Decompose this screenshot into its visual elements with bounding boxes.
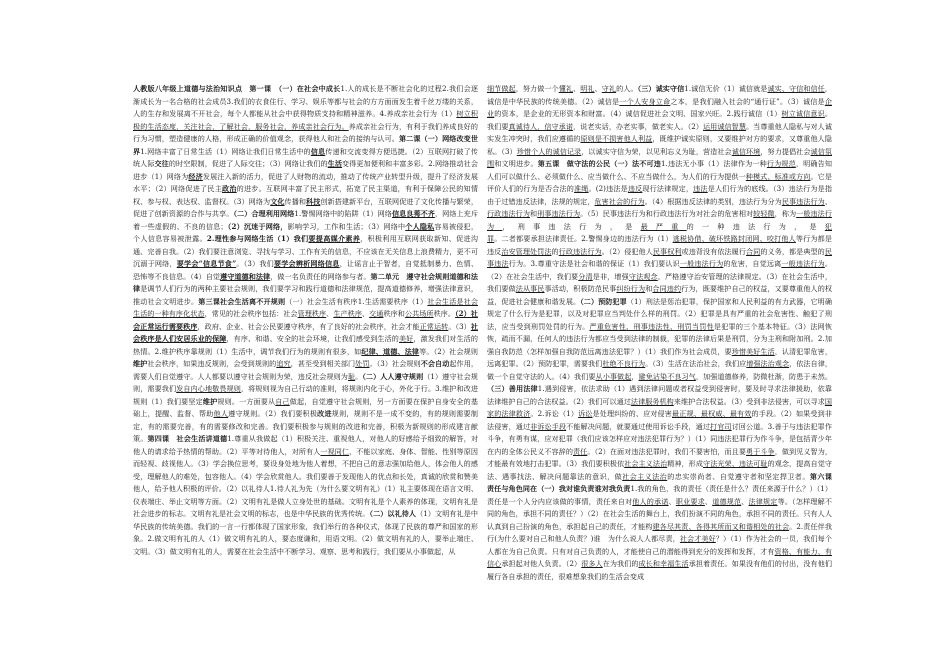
text-segment: 公共场所 bbox=[404, 309, 434, 318]
text-segment: 是处理纠纷的、应对侵害 bbox=[592, 409, 673, 418]
text-segment: 准绳 bbox=[574, 184, 589, 193]
text-segment: 诉讼 bbox=[578, 409, 593, 418]
text-segment: 的义务，都是典型的 bbox=[760, 246, 825, 256]
text-segment: 纪律、道德、法律 bbox=[361, 346, 420, 356]
text-segment: 社会生活是社会生活的一种有序化状态 bbox=[133, 296, 478, 318]
text-segment: 规则，规则不是一成不变的，有的规则需要制定，有的需要完善，有的需要修改和完善。我们要积极参与规则的改进和完善，积极为新规则的形成建言献策。 bbox=[133, 409, 478, 443]
text-segment: 珍惜个人的诚信记录 bbox=[516, 146, 582, 156]
text-segment: 最正规、最权威、最有效 bbox=[672, 409, 752, 418]
text-segment: ，刑事违法行为，是 bbox=[502, 221, 641, 231]
text-segment: ，不能以家庭、身体、智能、性别等原因而轻视、歧视他人。（3）学会换位思考，要设身处地为他人着想，不把自己的意志强加给他人，体会他人的感受，理解他人的难处，包容他人。（4）学会欣赏他人。我们要善于发现他人的优点和长处，真诚的欣赏和赞美他人，给予他人积极的评价。（2）以礼待人1.待人礼为先（为什么要文明有礼）（1）礼主要体现在语言文明、仪表端庄、举止文明等方面。（2）文明有礼是做人立身处世的基础。文明有礼是个人素养的体现，文明有礼是社会进步的标志。文明有礼是社会文明的标志，也是中华民族的优秀传统。 bbox=[133, 446, 478, 518]
text-segment: 。2.责任伴我行(为什么要对自己和他人负责？)谁 为什么说人人都尽责， bbox=[487, 521, 832, 543]
text-segment: 1.诚信无价（1）诚信就是 bbox=[684, 84, 768, 93]
text-segment: ，努力做一个 bbox=[515, 84, 559, 93]
text-segment: ，网络上充斥着一些虚假的、不良的信息； bbox=[133, 209, 478, 231]
text-segment: 严重危害性、刑事违法性、刑罚当罚性 bbox=[589, 321, 714, 331]
text-segment: 。（2）侵犯他人 bbox=[601, 246, 653, 256]
text-segment: 文化 bbox=[270, 196, 285, 206]
text-segment: 。（3）我们 bbox=[236, 259, 274, 268]
text-segment: 的 bbox=[551, 246, 559, 256]
text-segment: 树立诚信意识 bbox=[781, 109, 825, 118]
text-segment: 从小事做起 bbox=[595, 371, 632, 381]
text-segment: 。（3） bbox=[448, 321, 471, 331]
text-segment: 纠纷行为 bbox=[616, 284, 646, 293]
text-segment: 诚实、守信和信任 bbox=[767, 84, 825, 93]
text-segment: 、 bbox=[824, 196, 832, 206]
text-segment: 行政违法行为 bbox=[487, 209, 530, 218]
text-segment: 个人隐私 bbox=[405, 221, 435, 231]
text-segment: 等行为都是违反 bbox=[487, 234, 832, 256]
text-segment: 政治 bbox=[222, 184, 237, 193]
text-segment: 的一种违法行为，是 bbox=[686, 221, 825, 231]
text-segment: 原则是不损害他人利益 bbox=[580, 134, 653, 143]
text-segment: （1）文明有礼是中华民族的传统美德。我们的一言一行都体现了国家形象，我们举行的各种仪式，体现了民族的尊严和国家的形象。2.做文明有礼的人（1）做文明有礼的人，要态度谦和，用语文明。（2）做文明有礼的人，要举止端庄、文明。（3）做文明有礼的人，需要在社会生活中不断学习、观察、思考和践行，我们要从小事做起，从 bbox=[133, 509, 478, 556]
text-segment: 。当尊重他人隐私与对人诚实发生冲突时，我们应遵循的 bbox=[487, 121, 832, 143]
text-segment: 影响学习，工作和生活；（3）网络中 bbox=[287, 221, 406, 231]
text-segment: 珍惜美好生活 bbox=[731, 346, 775, 356]
text-segment: 职业要求 bbox=[675, 496, 705, 506]
text-segment: 1.违法无小事（1）法律作为一种 bbox=[660, 159, 767, 168]
text-segment: 法律规定 bbox=[748, 496, 778, 506]
text-segment: 树立积极的生活态度，关注社会，了解社会，服务社会，养成亲社会行为。 bbox=[133, 109, 479, 131]
text-segment: 违法 bbox=[693, 184, 708, 193]
text-segment: 传递和交流变得方便迅捷。（2）互联网打破了传统人际 bbox=[133, 146, 478, 168]
text-segment: ，甚至受到相关部门 bbox=[290, 359, 356, 368]
text-segment: 不会自动 bbox=[420, 359, 450, 368]
text-segment: ，称为 bbox=[774, 209, 797, 218]
text-segment: 很多人 bbox=[581, 559, 603, 568]
text-segment: 明礼 bbox=[580, 84, 595, 93]
text-segment: 行为规范 bbox=[766, 159, 796, 168]
text-segment: 科技 bbox=[306, 196, 321, 206]
text-segment: 行为，既要维护自己的权益，又要尊重他人的权益，促进社会健康和谐发展。 bbox=[487, 284, 833, 306]
text-segment: 道德规范 bbox=[712, 496, 742, 506]
text-segment: 行为。3.尊重守法是社会和谐的保证（1）我们要认识 bbox=[508, 259, 680, 268]
text-segment: 。（3）生活在法治社会，我们应 bbox=[645, 359, 747, 368]
text-segment: 懂礼 bbox=[558, 84, 574, 93]
text-segment: 种模式、标准或方向 bbox=[745, 171, 811, 181]
text-segment: 的危害，自觉远离 bbox=[723, 259, 782, 268]
text-segment: 等。（怎样理解不同的角色，承担不同的责任？）（2）在社会生活的舞台上，我们扮演不同的角色，承担不同的责任。只有人人认真到自己扮演的角色，承担起自己的责任，才能构 bbox=[487, 496, 833, 531]
text-segment: 养成亲社会行为，有利于我们养成良好的行为习惯，塑造健康的人格，形成正确的价值观念，获得他人和社会的接纳与认可。 bbox=[133, 121, 478, 143]
text-segment: 的时空限制，促进了人际交往；（3）网络让我们的 bbox=[168, 159, 328, 168]
left-text-column bbox=[133, 83, 478, 643]
text-segment: 经济 bbox=[188, 171, 203, 181]
text-segment: 他人 bbox=[213, 409, 229, 418]
text-segment: 社会秩序，如果违反规则，会受到规则的 bbox=[147, 359, 277, 368]
text-segment: 秩序。 bbox=[433, 309, 456, 318]
text-segment: 人教版八年级上道德与法治知识点 第一课 （一）在社会中成长 bbox=[133, 84, 341, 93]
text-segment: 承担起对他人负责。（2） bbox=[501, 559, 582, 568]
text-segment: 容易被侵犯，个人信息容易被泄露。 bbox=[133, 221, 478, 243]
text-segment: 秩序和 bbox=[383, 309, 405, 318]
text-segment: 。它是评价人们的行为是否合法的 bbox=[487, 171, 833, 193]
text-segment: （二）预防犯罪 bbox=[580, 296, 627, 306]
text-segment: 一般违法行为 bbox=[487, 209, 832, 231]
text-segment: ，诚信是中华民族的传统美德。（2）诚信是 bbox=[487, 84, 832, 106]
text-segment: 管理秩序 bbox=[297, 309, 327, 318]
text-segment: 第二单元 遵守社会规则道德和法律 bbox=[133, 271, 478, 293]
text-segment: ，做到见义智为，才能最有效地打击犯罪。（3）我们要积极依 bbox=[487, 446, 833, 468]
text-segment: 增强法治观念 bbox=[746, 359, 790, 368]
text-segment: 生产秩序 bbox=[333, 309, 362, 318]
text-segment: 变得更加便利和丰富多彩。2.网络推动社会进步（1）网络为 bbox=[133, 159, 478, 181]
text-segment: ，认清犯罪危害，远离犯罪。（2）预防犯罪，需要我们 bbox=[487, 346, 832, 368]
text-segment: 是调节人们行为的两种主要社会规则，我们要学习和践行道德和法律规范，提高道德修养，增强法律意识，推动社会文明进步。 bbox=[133, 284, 478, 306]
text-segment: 社会秩序是人们安居乐业的保障 bbox=[133, 321, 479, 343]
text-segment: 社会才美好 bbox=[679, 534, 716, 543]
text-segment: 企业 bbox=[487, 96, 832, 118]
text-segment: 的忠实崇尚者、自觉遵守者和坚定捍卫者。 bbox=[667, 471, 810, 481]
text-segment: 创新搭建新平台，互联网促进了文化传播与繁荣，促进了创新资源的合作与共享。 bbox=[133, 196, 478, 218]
text-segment: 勇于斗争 bbox=[746, 446, 775, 456]
text-segment: 法从事民 bbox=[515, 284, 545, 293]
text-segment: 。（2）在面对违法犯罪时，我们不要害怕，而且要 bbox=[587, 446, 747, 456]
text-segment: 第三课社会生活离不开规则 bbox=[198, 296, 286, 306]
text-segment: 处罚 bbox=[355, 359, 370, 368]
text-segment: 1.遇到侵害，依法求助（1）遇到法律问题或者权益受到侵害时，要及时寻求法律援助，依靠法律维护自己的合法权益。（2）我们可以通过 bbox=[487, 384, 832, 406]
text-segment: 资格、有能力、有信心 bbox=[487, 546, 832, 568]
text-segment: 传播和 bbox=[284, 196, 307, 206]
text-segment: 避免沾染不良习气 bbox=[638, 371, 696, 381]
text-segment: 精神，形成 bbox=[667, 459, 704, 468]
text-segment: ，积极利用互联网获取新知、促进沟通、完善自我。（2）我们要注意浏览、寻找与学习、工作有关的信息，不应该在无关信息上浪费精力，更不可沉溺于网络， bbox=[133, 234, 479, 268]
text-segment: 、 bbox=[573, 84, 581, 93]
text-segment: ，激发我们对生活的热情。2.维护秩序靠规则（1）生活中，调节我们行为的规则有很多，如 bbox=[133, 334, 479, 356]
text-segment: 一般违法行为 bbox=[679, 259, 724, 268]
text-segment: 守法光荣、违法可耻 bbox=[703, 459, 768, 468]
text-segment: 的进步。互联网丰富了民主形式，拓宽了民主渠道，有利于保障公民的知情权、参与权、表达权、监督权。（3）网络为 bbox=[133, 184, 478, 206]
text-segment: ，有序、和谐、安全的社会环境，让我们感受到生活的 bbox=[226, 334, 399, 343]
text-segment: 、 bbox=[362, 309, 370, 318]
text-segment: 、 bbox=[594, 84, 602, 93]
text-segment: ，既维护诚实原则，又要维护对方的要求，又尊重他人隐私。（3） bbox=[487, 134, 833, 156]
text-segment: ，让谣言止于智者，自觉抵制暴力、色情、恐怖等不良信息。（4）自觉 bbox=[133, 259, 478, 281]
text-segment: 遵守道德和法律 bbox=[220, 271, 271, 281]
text-segment: 讨回公道。3.善于与违法犯罪作斗争，有勇有谋，应对犯罪（我们应该怎样应对违法犯罪行为？）（1）同违法犯罪行为作斗争，是包括青少年在内的全体公民义不容辞的 bbox=[487, 421, 832, 456]
text-segment: 。2.诉讼（1） bbox=[530, 409, 579, 418]
text-segment: 他人的承诺 bbox=[632, 496, 669, 506]
text-segment: 。（5）民事违法行为和行政违法行为对社会的危害相对 bbox=[580, 209, 754, 218]
text-segment: 是犯罪的三个基本特征。（3）法网恢恢，疏而不漏，任何人的违法行为都应当受到法律的制裁，犯罪的法律后果是刑罚，分为主刑和附加刑。2.加强自我防范（怎样加强自我防范远离违法犯罪？）（1）我们作为社会成员，要 bbox=[487, 321, 833, 356]
text-segment: 诚信环境 bbox=[731, 146, 761, 156]
text-segment: 一个人安身立命 bbox=[619, 96, 671, 106]
text-segment: 等。（2）社会规则 bbox=[419, 346, 478, 356]
text-segment: 第五课 做守法的公民（一）法不可违 bbox=[537, 159, 661, 168]
text-segment: 1.人的成长是不断社会化的过程2.我们会逐渐成长为一名合格的社会成员3.我们的衣食住行、学习、娱乐等都与社会的方方面面发生着千丝万缕的关系，人的生存和发展离不开社会，每个人都能从社会中获得物质支持和精神滋养。4.养成亲社会行为（1） bbox=[133, 84, 478, 118]
text-segment: 合同 bbox=[746, 246, 761, 256]
text-segment: 一般违法行为 bbox=[781, 259, 825, 268]
right-text-column bbox=[487, 83, 847, 643]
text-segment: 是非，增强 bbox=[592, 271, 629, 281]
text-segment: 第六课 责任与角色同在（一）我对谁负责谁对我负责 bbox=[487, 471, 847, 493]
text-segment: 的资本，是企业的无形资本和财富。（4）诚信促进社会文明、国家兴旺。2.践行诚信（1） bbox=[494, 109, 782, 118]
text-segment: 正常运转 bbox=[419, 321, 449, 331]
text-segment: 承担着责任。如果没有他们的付出，没有他们履行各自承担的责任，很难想象我们的生活会变成 bbox=[487, 559, 833, 581]
text-segment: 刑事违法行为 bbox=[537, 209, 581, 218]
text-segment: 违反 bbox=[627, 184, 643, 193]
text-segment: 建各尽其责、各得其所而又和谐相处的社会 bbox=[652, 521, 790, 531]
text-segment: （二）人人遵守规则 bbox=[362, 371, 424, 381]
text-segment: （2）社会正常运行需要秩序 bbox=[133, 309, 478, 331]
text-segment: （1）刑法是惩治犯罪，保护国家和人民利益的有力武器，它明确规定了什么行为是犯罪，以及对犯罪应当判处什么样的刑罚。（2）犯罪是具有严重的社会危害性、触犯了刑法，应当受到刑罚处罚的行为。 bbox=[487, 296, 832, 331]
text-segment: 行政违法行为 bbox=[558, 246, 602, 256]
text-segment: 交通 bbox=[369, 309, 384, 318]
text-segment: 民事违法行为 bbox=[781, 196, 825, 206]
text-segment: 打官司 bbox=[710, 421, 732, 431]
text-segment: 诚信氛围 bbox=[487, 146, 833, 168]
text-segment: 责任 bbox=[573, 446, 588, 456]
text-segment: 现行法律规定， bbox=[642, 184, 694, 193]
text-segment: 。（3）社会规则 bbox=[369, 359, 421, 368]
text-segment: 改进 bbox=[317, 409, 332, 418]
text-segment: 最严重 bbox=[640, 221, 687, 231]
text-segment: 、 bbox=[741, 496, 749, 506]
text-segment: 。我们要 bbox=[487, 109, 832, 131]
text-segment: 非诉讼手段 bbox=[530, 421, 567, 431]
text-segment: 第二课（一）网络改变世界 bbox=[133, 134, 478, 156]
text-segment: 自己 bbox=[275, 396, 290, 406]
text-segment: 杜绝不良行为 bbox=[602, 359, 646, 368]
text-segment: 一视同仁 bbox=[320, 446, 350, 456]
text-segment: 。二者都要承担法律责任。2.警惕身边的违法行为（1） bbox=[494, 234, 673, 243]
text-segment: 治安管理处罚法 bbox=[501, 246, 552, 256]
text-segment: 要学会辨析网络信息 bbox=[273, 259, 340, 268]
text-segment: （一）社会生活有秩序1.生活需要秩序（1） bbox=[285, 296, 428, 306]
text-segment: 2.理性参与网络生活（1）我们 bbox=[206, 234, 309, 243]
text-segment: ，明确告知人们可以做什么、必须做什么、应当做什么、不应当做什么，为人们的行为提供一 bbox=[487, 159, 832, 181]
text-segment: ，做一名负责任的网络参与者。 bbox=[270, 271, 371, 281]
text-segment: 和 bbox=[645, 284, 653, 293]
text-segment: 和文明进步。 bbox=[494, 159, 538, 168]
text-segment: 遵守规则。（2）我们要积极 bbox=[228, 409, 318, 418]
text-segment: 不能解决问题，就要通过使用诉讼手段，通过 bbox=[566, 421, 711, 431]
text-segment: 耻 bbox=[347, 371, 356, 381]
text-segment: 犯罪 bbox=[487, 221, 832, 243]
text-segment: （二）合理利用网络 bbox=[233, 209, 295, 218]
text-segment: 追究 bbox=[276, 359, 291, 368]
text-segment: 。（2）在社会生活中，我们要 bbox=[487, 259, 832, 281]
text-segment: 分清 bbox=[578, 271, 593, 281]
text-segment: ，说老实话，办老实事，做老实人。（2） bbox=[573, 121, 704, 131]
text-segment: 民事违法 bbox=[487, 246, 832, 268]
text-segment: 起作用，需要人们自觉遵守。人人都要以遵守社会规则为荣，违反社会规则为 bbox=[133, 359, 479, 381]
text-segment: 信息 bbox=[310, 146, 326, 156]
text-segment: 生活 bbox=[327, 159, 343, 168]
text-segment: （1）遵守社会规则，需要我们 bbox=[133, 371, 478, 393]
text-segment: 法律服务机构 bbox=[630, 396, 674, 406]
text-segment: （三）诚实守信 bbox=[637, 84, 685, 93]
text-segment: 事活动，积极防范民事 bbox=[544, 284, 617, 293]
text-segment: 、 bbox=[704, 496, 713, 506]
text-segment: 较轻微 bbox=[753, 209, 775, 218]
text-segment: 民事权利 bbox=[652, 246, 682, 256]
text-segment: 、 bbox=[668, 496, 676, 506]
text-segment: 发自内心地敬畏规则 bbox=[176, 384, 241, 393]
text-segment: 、 bbox=[326, 309, 334, 318]
text-segment: 真诚待人，信守承诺 bbox=[508, 121, 573, 131]
text-segment: 是人们行为的底线。（3）违法行为是指由于过错违反法律，法规的规定， bbox=[487, 184, 832, 206]
text-segment: 逃税协借、破坏铁路封闭网、咬打他人 bbox=[672, 234, 796, 243]
text-segment: ，政府、企业、社会公民要遵守秩序，有了良好的社会秩序，社会才能 bbox=[197, 321, 420, 331]
text-segment: 发展注入新的活力，促进了人财物的流动，推动了传统产业转型升级，提升了经济发展水平；（2）网络促进了民主 bbox=[133, 171, 478, 193]
text-segment: （2）沉迷于网络， bbox=[227, 221, 288, 231]
text-segment: 守礼 bbox=[601, 84, 617, 93]
text-segment: ，努力提倡社会 bbox=[760, 146, 811, 156]
text-segment: 维护 bbox=[133, 359, 148, 368]
text-segment: 运用诚信智慧 bbox=[703, 121, 747, 131]
text-segment: 社会主义法治 bbox=[622, 471, 668, 481]
text-segment: ，将规则视为自己行动的准则，将规则内化于心，外化于行。3.维护和改进规则（1）我们要坚定 bbox=[133, 384, 478, 406]
text-segment: 1.网络丰富了日常生活（1）网络让我们日常生活中的 bbox=[140, 146, 311, 156]
text-segment: ， bbox=[631, 371, 639, 381]
text-segment: 国家的法律救济 bbox=[487, 396, 833, 418]
text-segment: 1.我的角色，我的责任（责任是什么？责任来源于什么？）（1）责任是一个人分内应该做的事情，责任来自对 bbox=[487, 484, 833, 506]
text-segment: 或违背没有依法履行 bbox=[681, 246, 747, 256]
text-segment: 美好 bbox=[398, 334, 414, 343]
text-segment: 危害社会的行为 bbox=[594, 196, 645, 206]
text-segment: 第四课 社会生活讲道德 bbox=[147, 434, 228, 443]
text-segment: 来维护合法权益。（3）受到非法侵害，可以寻求 bbox=[673, 396, 825, 406]
text-segment: （二）以礼待人 bbox=[369, 509, 417, 518]
text-segment: 要提高媒介素养 bbox=[308, 234, 361, 243]
text-segment: 规则。一方面要从 bbox=[217, 396, 276, 406]
text-segment: 在为我们的 bbox=[602, 559, 639, 568]
text-segment: 的手段。（2）如果受到非法侵害，通过 bbox=[487, 409, 832, 431]
text-segment: ，严格遵守治安管理的法律规定。（3）在社会生活中，我们要做 bbox=[487, 271, 833, 293]
text-segment: 守法观念 bbox=[628, 271, 658, 281]
text-segment: ，依法自律，做一个自觉守法的人。（4）我们要 bbox=[487, 359, 832, 381]
text-segment: 和 bbox=[530, 209, 538, 218]
text-segment: 的人。 bbox=[616, 84, 638, 93]
text-segment: 交往 bbox=[154, 159, 169, 168]
text-segment: 合同违约 bbox=[652, 284, 682, 293]
text-segment: 细节做起 bbox=[487, 84, 516, 93]
text-segment: 要学会“信息节食” bbox=[176, 259, 237, 268]
text-segment: ，常见的社会秩序包括：社会 bbox=[204, 309, 298, 318]
text-segment: 。 bbox=[355, 371, 363, 381]
text-segment: 。(2)违法是 bbox=[588, 184, 628, 193]
text-segment: ？）（1）作为社会的一员，我们每个人都在为自己负责。只有对自己负责的人，才能使自己的潜能得到充分的发挥和发挥，才有 bbox=[487, 534, 833, 556]
text-segment: 之本，是我们融入社会的“通行证”。（3）诚信是 bbox=[670, 96, 825, 106]
text-segment: 。（4）根据违反法律的类别，违法行为分为 bbox=[644, 196, 782, 206]
text-segment: 信息良莠不齐 bbox=[391, 209, 435, 218]
text-segment: 做起，自觉遵守社会规则，另一方面要在保护自身安全的基础上，提醒、监督、帮助 bbox=[133, 396, 479, 418]
text-segment: ，以诚实守信为荣，以见利忘义为耻，营造社会 bbox=[581, 146, 732, 156]
text-segment: 1.尊重从我做起（1）积极关注、重视他人，对他人的好感给予细致的解答，对他人的请求给予热情的帮助。（2）平等对待他人，对所有人 bbox=[133, 434, 478, 456]
text-segment: 社会主义法治 bbox=[624, 459, 668, 468]
text-segment: 维护 bbox=[202, 396, 218, 406]
text-segment: ，加强道德修养，防微杜渐，防患于未然。 bbox=[695, 371, 833, 381]
text-segment: （三）善用法律 bbox=[487, 384, 538, 393]
text-segment: 的观念，提高自觉守法、遇事找法、解决问题靠法的意识，做 bbox=[487, 459, 833, 481]
text-segment: 1.警惕网络中的陷阱（1）网络 bbox=[294, 209, 392, 218]
text-segment: 成长和幸福生活 bbox=[638, 559, 689, 568]
